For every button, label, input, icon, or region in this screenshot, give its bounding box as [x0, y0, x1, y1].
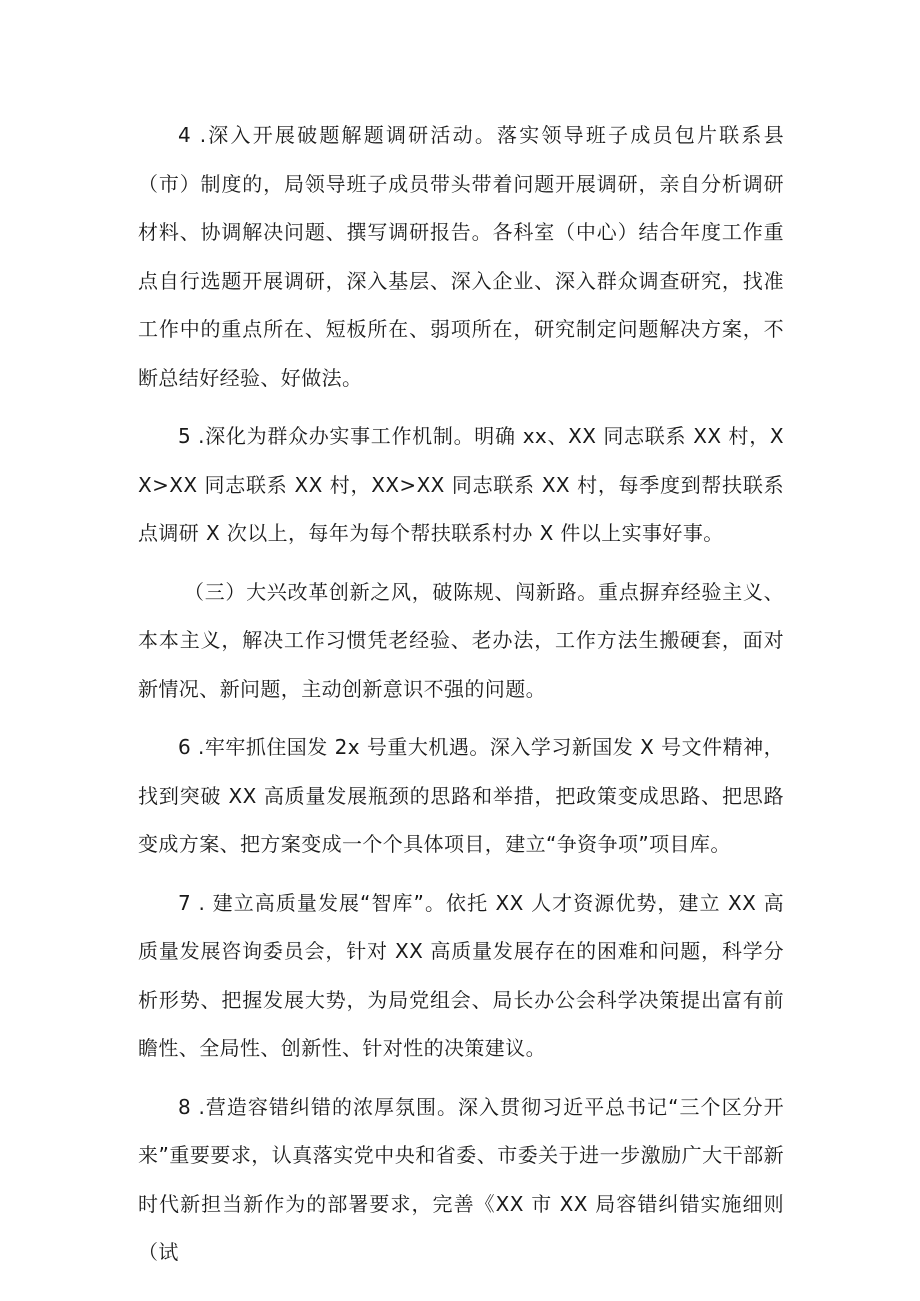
document-body: [138, 111, 784, 1287]
paragraph-item-5: 5 .深化为群众办实事工作机制。明确 xx、XX 同志联系 XX 村，XX>XX 同志联系 XX 村，XX>XX 同志联系 XX 村，每季度到帮扶联系点调研 X 次以上，每年为每个帮扶联系村办 X 件以上实事好事。: [138, 424, 784, 545]
paragraph-item-8: 8 .营造容错纠错的浓厚氛围。深入贯彻习近平总书记“三个区分开来”重要要求，认真落实党中央和省委、市委关于进一步激励广大干部新时代新担当新作为的部署要求，完善《XX 市 XX 局容错纠错实施细则（试: [138, 1094, 784, 1264]
paragraph-item-7: 7 . 建立高质量发展“智库”。依托 XX 人才资源优势，建立 XX 高质量发展咨询委员会，针对 XX 高质量发展存在的困难和问题，科学分析形势、把握发展大势，为局党组会、局长办公会科学决策提出富有前瞻性、全局性、创新性、针对性的决策建议。: [138, 890, 784, 1060]
paragraph-item-4: 4 .深入开展破题解题调研活动。落实领导班子成员包片联系县（市）制度的，局领导班子成员带头带着问题开展调研，亲自分析调研材料、协调解决问题、撰写调研报告。各科室（中心）结合年度工作重点自行选题开展调研，深入基层、深入企业、深入群众调查研究，找准工作中的重点所在、短板所在、弱项所在，研究制定问题解决方案，不断总结好经验、好做法。: [138, 123, 784, 390]
paragraph-section-3-heading: （三）大兴改革创新之风，破陈规、闯新路。重点摒弃经验主义、本本主义，解决工作习惯凭老经验、老办法，工作方法生搬硬套，面对新情况、新问题，主动创新意识不强的问题。: [138, 579, 784, 701]
paragraph-item-6: 6 .牢牢抓住国发 2x 号重大机遇。深入学习新国发 X 号文件精神，找到突破 XX 高质量发展瓶颈的思路和举措，把政策变成思路、把思路变成方案、把方案变成一个个具体项目，建立“争资争项”项目库。: [138, 735, 784, 856]
